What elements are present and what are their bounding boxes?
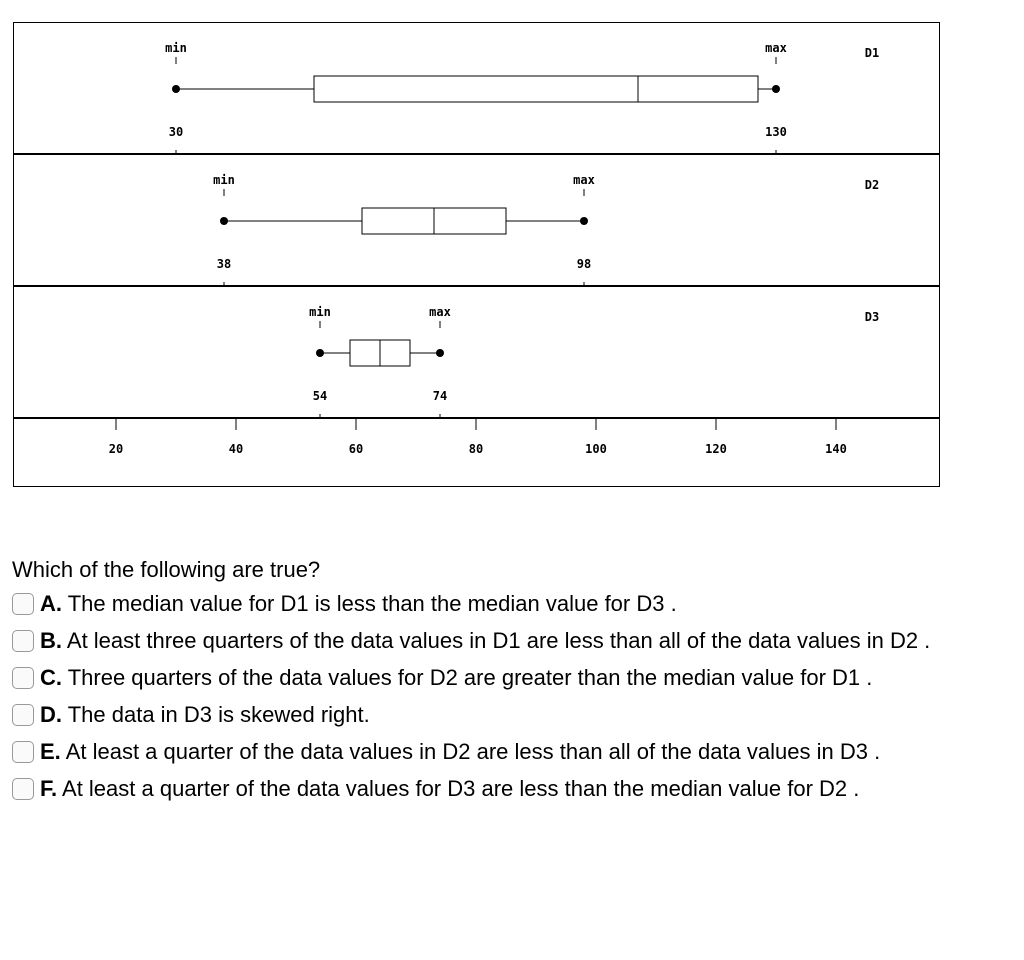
d2-max-point xyxy=(580,217,588,225)
d2-min-label: min xyxy=(213,173,235,187)
d3-min-value: 54 xyxy=(312,389,328,403)
x-tick-label-100: 100 xyxy=(585,442,607,456)
d3-max-point xyxy=(436,349,444,357)
boxplot-svg xyxy=(13,22,940,487)
option-a[interactable] xyxy=(12,587,1002,620)
d1-min-point xyxy=(172,85,180,93)
option-d-letter: D. xyxy=(40,702,62,727)
option-c-checkbox[interactable] xyxy=(12,667,34,689)
option-b-letter: B. xyxy=(40,628,62,653)
d1-series-label: D1 xyxy=(864,46,880,60)
option-c-letter: C. xyxy=(40,665,62,690)
option-d-checkbox[interactable] xyxy=(12,704,34,726)
option-e-checkbox[interactable] xyxy=(12,741,34,763)
d3-series-label: D3 xyxy=(864,310,880,324)
option-b-checkbox[interactable] xyxy=(12,630,34,652)
d3-min-point xyxy=(316,349,324,357)
d3-min-label: min xyxy=(309,305,331,319)
option-d[interactable] xyxy=(12,698,1002,731)
d3-max-label: max xyxy=(429,305,451,319)
d2-series-label: D2 xyxy=(864,178,880,192)
option-b-text: At least three quarters of the data values in D1 are less than all of the data values in D2 . xyxy=(62,628,931,653)
x-tick-label-40: 40 xyxy=(228,442,244,456)
option-f-text: At least a quarter of the data values for D3 are less than the median value for D2 . xyxy=(57,776,860,801)
d2-max-value: 98 xyxy=(576,257,592,271)
option-f-letter: F. xyxy=(40,776,58,801)
x-tick-label-60: 60 xyxy=(348,442,364,456)
d1-min-value: 30 xyxy=(168,125,184,139)
d1-min-label: min xyxy=(165,41,187,55)
option-a-letter: A. xyxy=(40,591,62,616)
d1-box xyxy=(314,76,758,102)
option-d-text: The data in D3 is skewed right. xyxy=(62,702,370,727)
option-e[interactable] xyxy=(12,735,1002,768)
d2-min-point xyxy=(220,217,228,225)
option-e-text: At least a quarter of the data values in D2 are less than all of the data values in D3 . xyxy=(60,739,881,764)
question-prompt: Which of the following are true? xyxy=(12,557,321,582)
option-b[interactable] xyxy=(12,624,1002,657)
option-f[interactable] xyxy=(12,772,1002,805)
option-a-checkbox[interactable] xyxy=(12,593,34,615)
x-tick-label-80: 80 xyxy=(468,442,484,456)
d1-max-point xyxy=(772,85,780,93)
d2-min-value: 38 xyxy=(216,257,232,271)
d3-max-value: 74 xyxy=(432,389,448,403)
option-e-letter: E. xyxy=(40,739,61,764)
boxplot-chart xyxy=(13,22,940,487)
d2-max-label: max xyxy=(573,173,595,187)
option-c-text: Three quarters of the data values for D2 are greater than the median value for D1 . xyxy=(62,665,873,690)
option-c[interactable] xyxy=(12,661,1002,694)
d1-max-label: max xyxy=(765,41,787,55)
option-f-checkbox[interactable] xyxy=(12,778,34,800)
x-tick-label-20: 20 xyxy=(108,442,124,456)
question-block xyxy=(12,555,1002,809)
option-a-text: The median value for D1 is less than the median value for D3 . xyxy=(62,591,677,616)
x-tick-label-140: 140 xyxy=(825,442,847,456)
x-tick-label-120: 120 xyxy=(705,442,727,456)
d1-max-value: 130 xyxy=(765,125,787,139)
